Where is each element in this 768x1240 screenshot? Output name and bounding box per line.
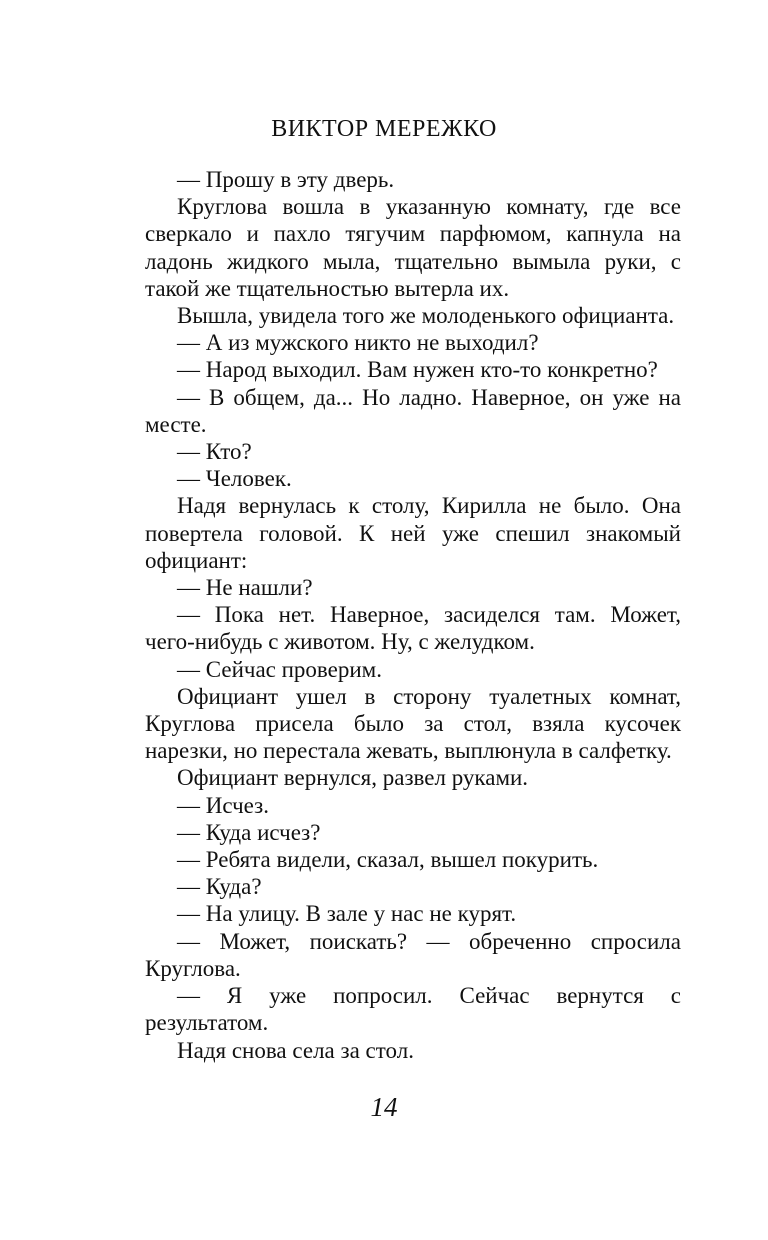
paragraph: — Пока нет. Наверное, засиделся там. Может, чего-нибудь с животом. Ну, с желудком.	[145, 602, 681, 655]
paragraph: — Может, поискать? — обреченно спросила Круглова.	[145, 928, 681, 981]
paragraph: Надя снова села за стол.	[177, 1037, 414, 1063]
body-text	[145, 166, 681, 1064]
paragraph: — В общем, да... Но ладно. Наверное, он уже на месте.	[145, 384, 681, 437]
paragraph: — Кто?	[177, 439, 252, 465]
paragraph: — На улицу. В зале у нас не курят.	[177, 901, 517, 927]
paragraph: — Куда?	[177, 874, 262, 900]
paragraph: — Куда исчез?	[177, 819, 321, 845]
running-header-author: ВИКТОР МЕРЕЖКО	[271, 116, 497, 142]
paragraph: Круглова вошла в указанную комнату, где все сверкало и пахло тягучим парфюмом, капнула на ладонь жидкого мыла, тщательно вымыла руки, с такой же тщательностью вытерла их.	[145, 194, 681, 301]
paragraph: — А из мужского никто не выходил?	[177, 330, 539, 356]
paragraph: — Прошу в эту дверь.	[177, 167, 395, 192]
paragraph: Официант вернулся, развел руками.	[177, 765, 529, 791]
paragraph: — Сейчас проверим.	[177, 656, 382, 682]
paragraph: Надя вернулась к столу, Кирилла не было. Она повертела головой. К ней уже спешил знакомый официант:	[145, 493, 681, 573]
paragraph: — Народ выходил. Вам нужен кто-то конкретно?	[177, 357, 658, 383]
paragraph: — Я уже попросил. Сейчас вернутся с результатом.	[145, 983, 681, 1036]
paragraph: — Исчез.	[177, 792, 269, 818]
paragraph: — Человек.	[177, 466, 292, 492]
paragraph: — Ребята видели, сказал, вышел покурить.	[177, 847, 599, 873]
paragraph: — Не нашли?	[177, 575, 313, 601]
page-number: 14	[370, 1092, 398, 1122]
paragraph: Вышла, увидела того же молоденького официанта.	[177, 303, 675, 329]
paragraph: Официант ушел в сторону туалетных комнат, Круглова присела было за стол, взяла кусочек нарезки, но перестала жевать, выплюнула в салфетку.	[145, 683, 681, 764]
